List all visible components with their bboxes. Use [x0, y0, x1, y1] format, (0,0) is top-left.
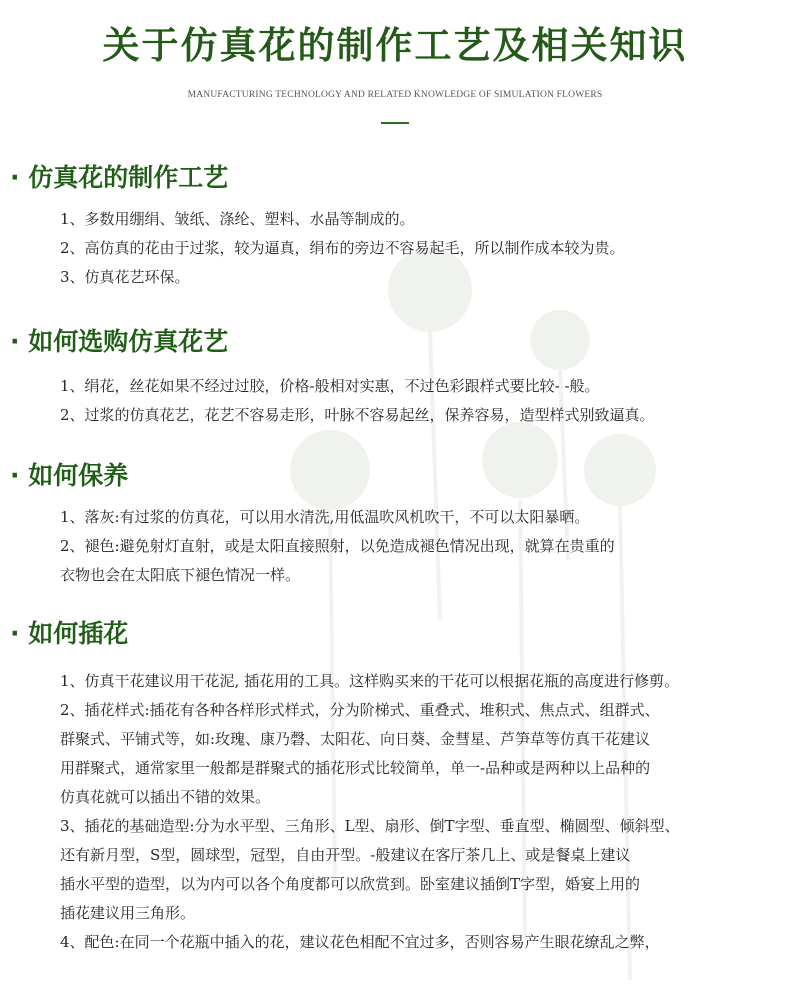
page-title: 关于仿真花的制作工艺及相关知识 — [102, 24, 688, 67]
list-item: 1、绢花，丝花如果不经过过胶，价格-般相对实惠，不过色彩跟样式要比较- -般。 — [60, 377, 600, 395]
list-item: 2、插花样式:插花有各种各样形式样式，分为阶梯式、重叠式、堆积式、焦点式、组群式、 群聚式、平铺式等，如:玫瑰、康乃磬、太阳花、向日葵、金彗星、芦笋草等仿真干花建议 用群聚式，通常家里一般都是群聚式的插花形式比较简单，单一-品种或是两种以上品种的 仿真花就可以插出不错的效果。 — [60, 701, 660, 806]
title-divider — [381, 122, 409, 124]
page-subtitle: MANUFACTURING TECHNOLOGY AND RELATED KNOWLEDGE OF SIMULATION FLOWERS — [187, 90, 603, 100]
section-title: · 如何选购仿真花艺 — [10, 327, 229, 356]
section-title: · 仿真花的制作工艺 — [10, 163, 229, 192]
section-title: · 如何保养 — [10, 461, 129, 490]
list-item: 3、仿真花艺环保。 — [60, 268, 190, 286]
list-item: 1、多数用绷绢、皱纸、涤纶、塑料、水晶等制成的。 — [60, 210, 415, 228]
list-item: 2、褪色:避免射灯直射，或是太阳直接照射，以免造成褪色情况出现，就算在贵重的 衣物也会在太阳底下褪色情况一样。 — [60, 537, 615, 584]
section-title: · 如何插花 — [10, 619, 129, 648]
list-item: 3、插花的基础造型:分为水平型、三角形、L型、扇形、倒T字型、垂直型、椭圆型、倾斜型、 还有新月型，S型，圆球型，冠型，自由开型。-般建议在客厅茶几上、或是餐桌上建议 插水平型的造型，以为内可以各个角度都可以欣赏到。卧室建议插倒T字型，婚宴上用的 插花建议用三角形。 — [60, 817, 680, 922]
section-maintenance — [0, 459, 790, 590]
list-item: 2、高仿真的花由于过浆，较为逼真，绢布的旁边不容易起毛，所以制作成本较为贵。 — [60, 239, 625, 257]
list-item: 2、过浆的仿真花艺，花艺不容易走形，叶脉不容易起丝，保养容易，造型样式别致逼真。 — [60, 406, 655, 424]
section-manufacturing — [0, 161, 790, 292]
section-arranging — [0, 617, 790, 957]
page-header — [0, 22, 790, 124]
section-buying — [0, 325, 790, 430]
list-item: 1、落灰:有过浆的仿真花，可以用水清洗,用低温吹风机吹干，不可以太阳暴晒。 — [60, 508, 590, 526]
list-item: 1、仿真干花建议用干花泥, 插花用的工具。这样购买来的干花可以根据花瓶的高度进行修剪。 — [60, 672, 680, 690]
list-item: 4、配色:在同一个花瓶中插入的花，建议花色相配不宜过多，否则容易产生眼花缭乱之弊， — [60, 933, 660, 951]
